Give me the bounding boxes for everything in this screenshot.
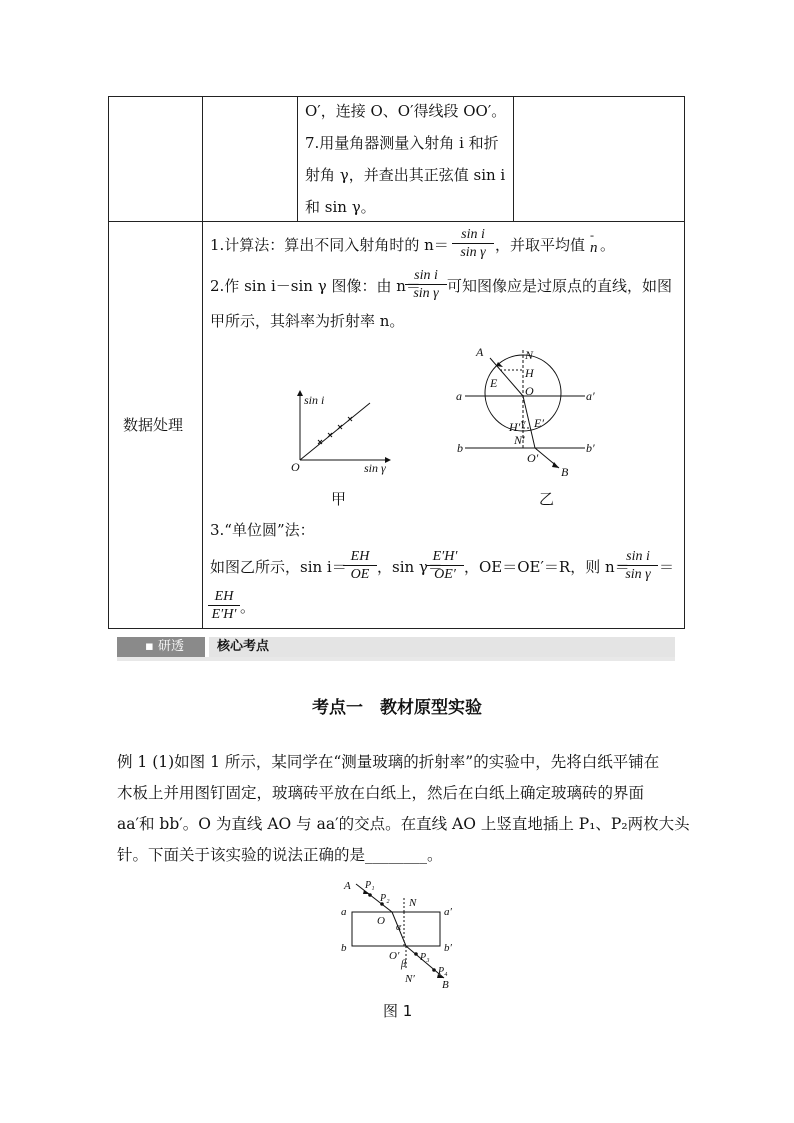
- unit-circle-prefix: 如图乙所示，sin i＝: [210, 558, 347, 576]
- pin-p4: [432, 968, 436, 972]
- yi-label-E-prime: E′: [534, 416, 544, 430]
- yi-label-E: E: [490, 376, 498, 390]
- fit-line: [300, 403, 370, 460]
- yi-label-N: N: [525, 348, 534, 362]
- yi-label-a: a: [456, 389, 462, 403]
- example-line3: aa′和 bb′。O 为直线 AO 与 aa′的交点。在直线 AO 上竖直地插上 P₁、P₂两枚大头: [117, 815, 690, 833]
- fig1-label-N: N: [409, 897, 417, 909]
- fig1-label-a: a: [341, 906, 347, 918]
- fraction-eh-eh2-num: EH: [208, 588, 240, 606]
- yi-label-A: A: [476, 345, 484, 359]
- fraction-sini-sing-num: sin i: [618, 548, 658, 566]
- step-7-line2: 射角 γ，并查出其正弦值 sin i: [305, 166, 506, 184]
- fig1-label-P3: P₃: [420, 952, 430, 963]
- fraction-eh-oe: [343, 548, 377, 583]
- fraction-sini-sing-den: sin γ: [625, 567, 651, 582]
- yi-label-H: H: [525, 366, 534, 380]
- calc-method-suffix: ，并取平均值: [495, 236, 586, 254]
- average-bar: -: [590, 228, 594, 242]
- yi-label-N-prime: N′: [514, 433, 525, 447]
- graph-method-line2: 甲所示，其斜率为折射率 n。: [210, 312, 405, 330]
- calc-fraction: [452, 226, 494, 261]
- jia-y-label: sin i: [304, 393, 325, 407]
- fig1-label-b: b: [341, 942, 347, 954]
- calc-method-prefix: 1.计算法：算出不同入射角时的 n＝: [210, 236, 449, 254]
- example-line4: 针。下面关于该实验的说法正确的是________。: [117, 846, 443, 864]
- figure-jia-label: 甲: [331, 490, 347, 508]
- fraction-eh2-oe2: [426, 548, 464, 583]
- fraction-eh-eh2-den: E′H′: [211, 607, 237, 622]
- jia-x-label: sin γ: [364, 461, 386, 475]
- unit-circle-end: 。: [240, 598, 256, 616]
- yi-label-b-prime: b′: [586, 441, 595, 455]
- figure-1-caption: 图 1: [383, 1002, 413, 1020]
- fig1-label-b-prime: b′: [444, 942, 452, 954]
- calc-method-end: 。: [600, 236, 616, 254]
- fig1-label-beta: β: [401, 959, 406, 970]
- fraction-eh2-oe2-num: E′H′: [426, 548, 464, 566]
- band-title: 核心考点: [217, 639, 270, 654]
- example-line1: 例 1 (1)如图 1 所示，某同学在“测量玻璃的折射率”的实验中，先将白纸平铺在: [117, 753, 660, 771]
- section-title: 考点一 教材原型实验: [312, 698, 482, 718]
- figure-yi-label: 乙: [539, 490, 555, 508]
- yi-label-B: B: [561, 465, 569, 479]
- fig1-label-P1: P₁: [365, 880, 375, 891]
- unit-circle-mid2: ，OE＝OE′＝R，则 n＝: [464, 558, 630, 576]
- yi-label-gamma: γ: [521, 417, 526, 429]
- fig1-label-O: O: [377, 915, 385, 927]
- graph-method-suffix: 可知图像应是过原点的直线，如图: [447, 277, 673, 295]
- step-6-tail: O′，连接 O、O′得线段 OO′。: [305, 102, 507, 120]
- example-line2: 木板上并用图钉固定，玻璃砖平放在白纸上，然后在白纸上确定玻璃砖的界面: [117, 784, 645, 802]
- fraction-eh-oe-num: EH: [343, 548, 377, 566]
- graph-fraction: [405, 267, 447, 302]
- average-n: n: [590, 240, 598, 256]
- band-tag-label: ▪ 研透: [145, 639, 184, 654]
- unit-circle-title: 3.“单位圆”法：: [210, 521, 315, 539]
- band-underline: [117, 657, 675, 661]
- graph-method-prefix: 2.作 sin i－sin γ 图像：由 n＝: [210, 277, 421, 295]
- fraction-sini-sing: [618, 548, 658, 583]
- fig1-label-O-prime: O′: [389, 950, 400, 962]
- band-tag: [117, 637, 205, 657]
- fig1-label-B: B: [442, 979, 449, 991]
- calc-fraction-num: sin i: [452, 226, 494, 244]
- section-band: [117, 637, 675, 657]
- fraction-eh2-oe2-den: OE′: [434, 567, 456, 582]
- yi-label-H-prime: H′: [509, 420, 521, 434]
- yi-label-O-prime: O′: [527, 451, 539, 465]
- pin-p3: [414, 952, 418, 956]
- yi-label-b: b: [457, 441, 463, 455]
- yi-label-O: O: [525, 384, 534, 398]
- fig1-label-P4: P₄: [438, 966, 448, 977]
- jia-origin-label: O: [291, 460, 300, 474]
- yi-label-a-prime: a′: [586, 389, 595, 403]
- fig1-label-A: A: [344, 880, 351, 892]
- fraction-eh-oe-den: OE: [350, 567, 370, 582]
- step-7-line3: 和 sin γ。: [305, 198, 376, 216]
- step-7-line1: 7.用量角器测量入射角 i 和折: [305, 134, 499, 152]
- unit-circle-equals: ＝: [659, 558, 675, 576]
- graph-fraction-den: sin γ: [413, 286, 439, 301]
- fig1-label-P2: P₂: [380, 893, 390, 904]
- fraction-eh-eh2: [208, 588, 240, 623]
- calc-fraction-den: sin γ: [460, 245, 486, 260]
- fig1-label-N-prime: N′: [405, 973, 415, 985]
- data-points: [318, 417, 352, 444]
- graph-fraction-num: sin i: [405, 267, 447, 285]
- band-title-box: [209, 637, 675, 657]
- fig1-label-alpha: α: [396, 922, 402, 933]
- fig1-label-a-prime: a′: [444, 906, 452, 918]
- unit-circle-mid1: ，sin γ＝: [377, 558, 443, 576]
- row-label-data-processing: 数据处理: [123, 416, 184, 434]
